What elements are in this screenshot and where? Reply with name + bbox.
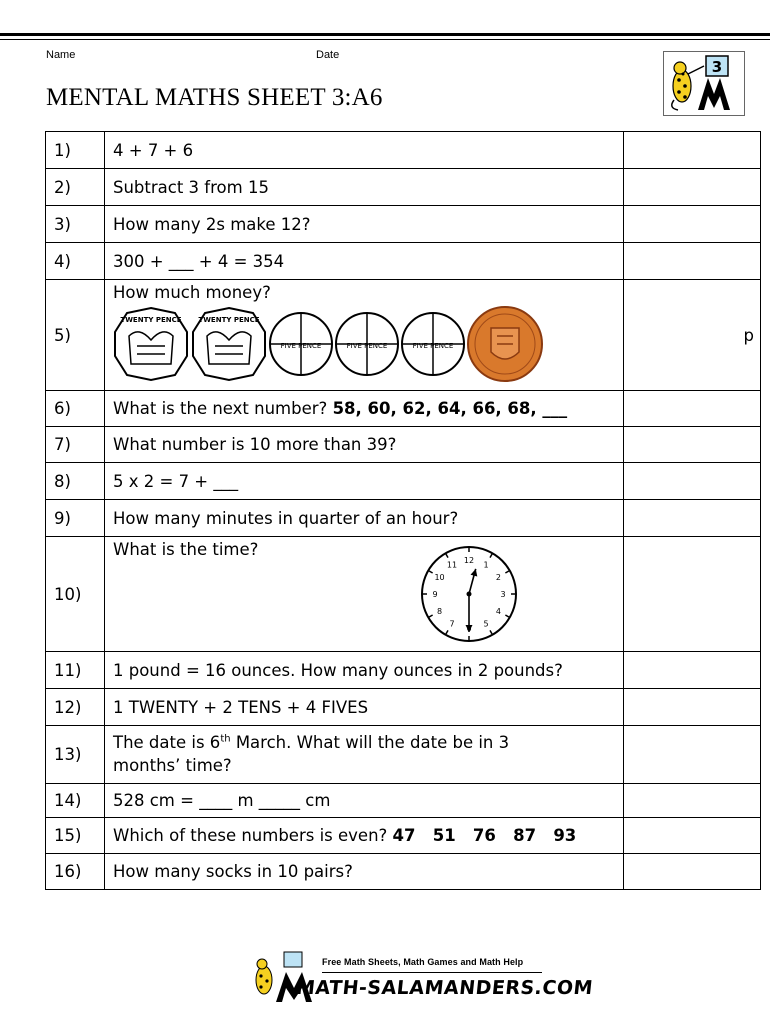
footer-tagline: Free Math Sheets, Math Games and Math Help (322, 957, 524, 967)
question-number: 4) (46, 243, 105, 280)
question-row (46, 854, 761, 890)
answer-cell[interactable] (624, 243, 761, 280)
question-number: 10) (46, 537, 105, 652)
question-text: 1 pound = 16 ounces. How many ounces in 2 pounds? (105, 652, 624, 689)
answer-cell[interactable] (624, 689, 761, 726)
question-number: 3) (46, 206, 105, 243)
five-pence-coin-icon (336, 313, 398, 375)
question-text: How many 2s make 12? (105, 206, 624, 243)
answer-cell[interactable] (624, 280, 761, 391)
question-number: 6) (46, 391, 105, 427)
question-row (46, 243, 761, 280)
clock-number: 12 (463, 556, 475, 565)
clock-number: 4 (495, 607, 501, 616)
question-number: 9) (46, 500, 105, 537)
question-cell (105, 818, 624, 854)
clock-number: 2 (495, 573, 501, 582)
question-row (46, 689, 761, 726)
page-title: MENTAL MATHS SHEET 3:A6 (46, 84, 383, 111)
ordinal-suffix: th (220, 733, 231, 745)
question-text: 5 x 2 = 7 + ___ (105, 463, 624, 500)
answer-cell[interactable] (624, 726, 761, 784)
question-row (46, 726, 761, 784)
clock-center (467, 592, 472, 597)
question-number: 5) (46, 280, 105, 391)
question-number: 14) (46, 784, 105, 818)
svg-text:TWENTY PENCE: TWENTY PENCE (120, 316, 182, 324)
top-rule (0, 33, 770, 36)
twenty-pence-coin-icon (115, 308, 187, 380)
number-choices: 47 51 76 87 93 (392, 826, 577, 845)
question-text: 300 + ___ + 4 = 354 (105, 243, 624, 280)
clock-number: 7 (449, 619, 455, 629)
question-text: How much money? (113, 283, 271, 302)
question-number: 12) (46, 689, 105, 726)
question-row (46, 652, 761, 689)
number-sequence: 58, 60, 62, 64, 66, 68, ___ (332, 399, 568, 418)
footer-site-logo-text[interactable]: MATH-SALAMANDERS.COM (294, 977, 595, 999)
question-number: 16) (46, 854, 105, 890)
answer-unit: p (743, 325, 754, 345)
question-text: 1 TWENTY + 2 TENS + 4 FIVES (105, 689, 624, 726)
question-number: 2) (46, 169, 105, 206)
clock-icon (419, 544, 519, 644)
answer-cell[interactable] (624, 206, 761, 243)
question-row (46, 132, 761, 169)
answer-cell[interactable] (624, 854, 761, 890)
question-row (46, 784, 761, 818)
question-text: Which of these numbers is even? (113, 826, 388, 845)
clock-number: 5 (483, 619, 489, 629)
clock-number: 3 (500, 590, 506, 599)
question-text: How many socks in 10 pairs? (105, 854, 624, 890)
clock-number: 1 (483, 560, 489, 570)
answer-cell[interactable] (624, 784, 761, 818)
clock-number: 8 (437, 607, 443, 616)
question-row (46, 280, 761, 391)
question-text: The date is 6 (113, 733, 221, 753)
answer-cell[interactable] (624, 500, 761, 537)
question-row (46, 206, 761, 243)
answer-cell[interactable] (624, 427, 761, 463)
answer-cell[interactable] (624, 463, 761, 500)
question-cell (105, 391, 624, 427)
one-penny-coin-icon (468, 307, 542, 381)
question-cell (105, 280, 624, 391)
five-pence-coin-icon (270, 313, 332, 375)
coins-image (113, 306, 543, 382)
question-text: 4 + 7 + 6 (105, 132, 624, 169)
question-text: 528 cm = ____ m _____ cm (105, 784, 624, 818)
answer-cell[interactable] (624, 652, 761, 689)
question-row (46, 169, 761, 206)
question-row (46, 463, 761, 500)
answer-cell[interactable] (624, 818, 761, 854)
svg-text:FIVE PENCE: FIVE PENCE (346, 342, 388, 350)
questions-table (45, 131, 761, 890)
date-label: Date (316, 49, 340, 61)
question-text: March. What will the date be in 3 (230, 733, 510, 753)
question-row (46, 537, 761, 652)
question-text: Subtract 3 from 15 (105, 169, 624, 206)
question-text: What is the time? (113, 540, 259, 559)
question-number: 13) (46, 726, 105, 784)
question-row (46, 818, 761, 854)
question-text: What is the next number? (113, 399, 328, 418)
question-text: How many minutes in quarter of an hour? (105, 500, 624, 537)
question-number: 7) (46, 427, 105, 463)
question-cell (105, 537, 624, 652)
answer-cell[interactable] (624, 169, 761, 206)
answer-cell[interactable] (624, 537, 761, 652)
salamander-logo (663, 51, 745, 116)
svg-text:FIVE PENCE: FIVE PENCE (280, 342, 322, 350)
five-pence-coin-icon (402, 313, 464, 375)
clock-number: 9 (432, 590, 438, 599)
question-row (46, 427, 761, 463)
name-label: Name (46, 49, 76, 61)
question-row (46, 391, 761, 427)
twenty-pence-coin-icon (193, 308, 265, 380)
svg-text:TWENTY PENCE: TWENTY PENCE (198, 316, 260, 324)
logo-digit: 3 (711, 58, 723, 76)
clock-number: 11 (446, 560, 458, 570)
question-number: 15) (46, 818, 105, 854)
question-cell (105, 726, 624, 784)
answer-cell[interactable] (624, 132, 761, 169)
question-text: months’ time? (113, 755, 232, 775)
question-row (46, 500, 761, 537)
answer-cell[interactable] (624, 391, 761, 427)
top-rule-thin (0, 39, 770, 40)
question-text: What number is 10 more than 39? (105, 427, 624, 463)
question-number: 8) (46, 463, 105, 500)
svg-text:FIVE PENCE: FIVE PENCE (412, 342, 454, 350)
footer-rule (322, 972, 542, 973)
clock-number: 10 (434, 573, 445, 582)
question-number: 11) (46, 652, 105, 689)
question-number: 1) (46, 132, 105, 169)
